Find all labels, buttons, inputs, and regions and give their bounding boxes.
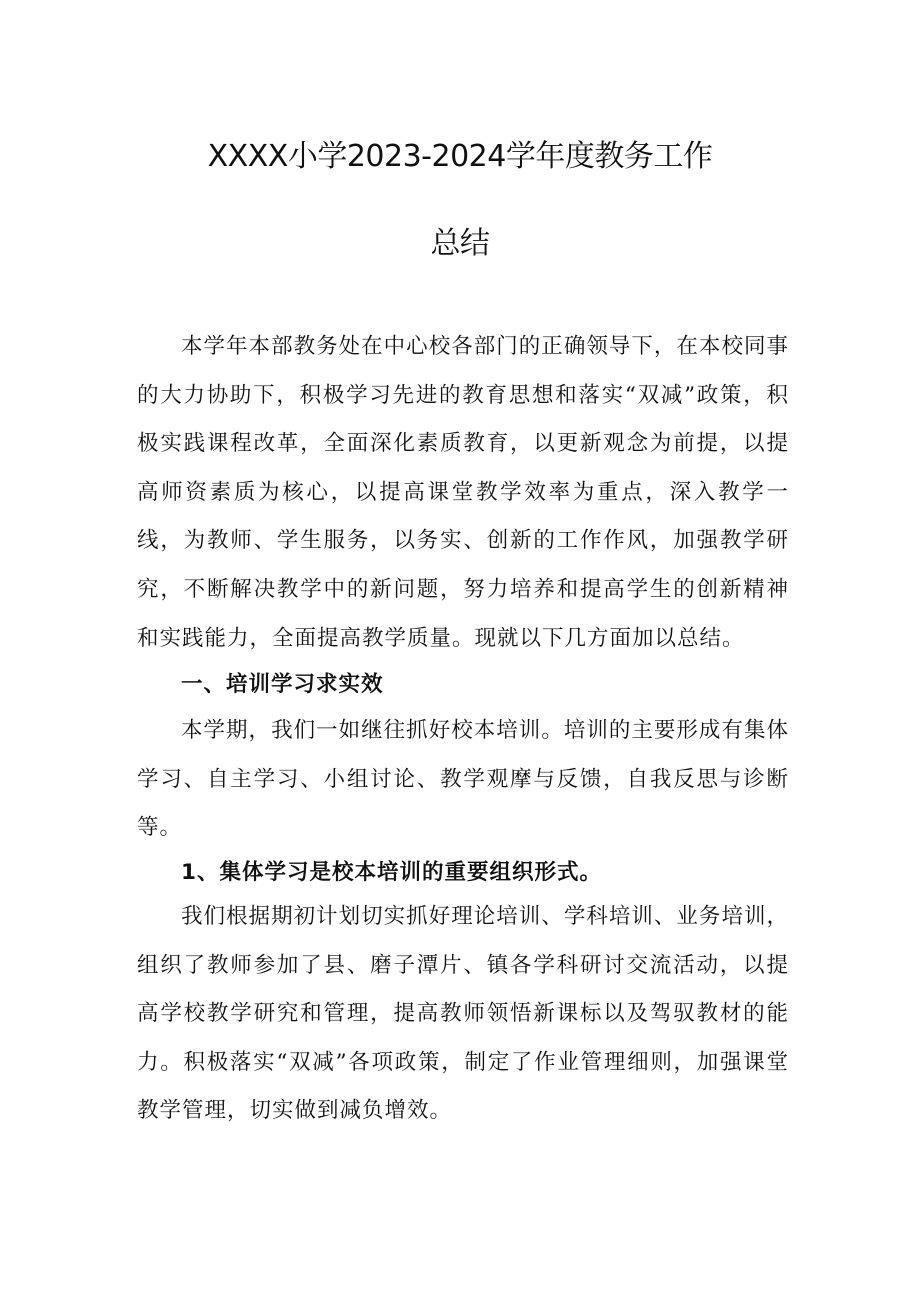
collective-learning-paragraph: 我们根据期初计划切实抓好理论培训、学科培训、业务培训，组织了教师参加了县、磨子潭片、镇各学科研讨交流活动，以提高学校教学研究和管理，提高教师领悟新课标以及驾驭教材的能力。积极落实“双减”各项政策，制定了作业管理细则，加强课堂教学管理，切实做到减负增效。 <box>137 904 789 1124</box>
section-heading-training: 一、培训学习求实效 <box>181 672 384 697</box>
intro-paragraph: 本学年本部教务处在中心校各部门的正确领导下，在本校同事的大力协助下，积极学习先进的教育思想和落实“双减”政策，积极实践课程改革，全面深化素质教育，以更新观念为前提，以提高师资素质为核心，以提高课堂教学效率为重点，深入教学一线，为教师、学生服务，以务实、创新的工作作风，加强教学研究，不断解决教学中的新问题，努力培养和提高学生的创新精神和实践能力，全面提高教学质量。现就以下几方面加以总结。 <box>137 334 789 651</box>
training-paragraph: 本学期，我们一如继往抓好校本培训。培训的主要形成有集体学习、自主学习、小组讨论、教学观摩与反馈，自我反思与诊断等。 <box>137 718 789 841</box>
document-title-line1: XXXX小学2023-2024学年度教务工作 <box>207 139 713 174</box>
subsection-heading-collective-learning: 1、集体学习是校本培训的重要组织形式。 <box>181 860 602 885</box>
document-title-line2: 总结 <box>430 226 490 261</box>
